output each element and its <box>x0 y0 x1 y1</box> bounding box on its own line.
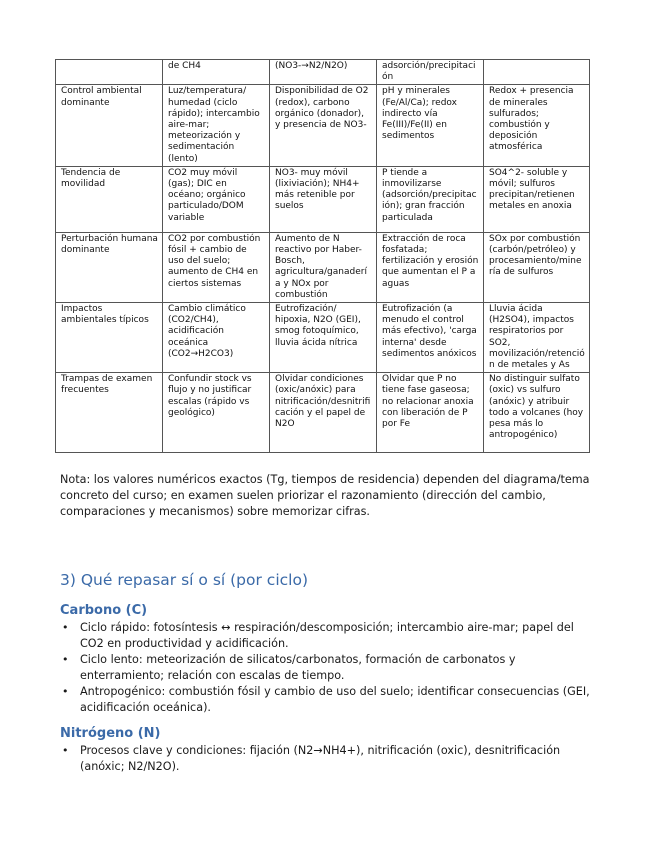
bullet-icon: • <box>62 744 69 757</box>
row-header-cell: Tendencia de movilidad <box>56 166 163 232</box>
table-cell: Cambio climático (CO2/CH4), acidificación oceánica (CO2→H2CO3) <box>163 303 270 373</box>
nitrogen-list <box>60 743 595 775</box>
row-header-cell: Impactos ambientales típicos <box>56 303 163 373</box>
row-header-cell: Control ambiental dominante <box>56 85 163 166</box>
table-cell: pH y minerales (Fe/Al/Ca); redox indirecto vía Fe(III)/Fe(II) en sedimentos <box>377 85 484 166</box>
table-cell: NO3- muy móvil (lixiviación); NH4+ más retenible por suelos <box>270 166 377 232</box>
table-cell: Extracción de roca fosfatada; fertilización y erosión que aumentan el P a aguas <box>377 232 484 302</box>
cycle-comparison-table <box>55 59 590 453</box>
list-item: • Ciclo lento: meteorización de silicatos/carbonatos, formación de carbonatos y enterramiento; relación con escalas de tiempo. <box>62 653 516 682</box>
carbon-list <box>60 620 595 716</box>
table-cell: No distinguir sulfato (oxic) vs sulfuro (anóxic) y atribuir todo a volcanes (hoy pesa más lo antropogénico) <box>484 373 590 453</box>
table-cell: SOx por combustión (carbón/petróleo) y procesamiento/minería de sulfuros <box>484 232 590 302</box>
row-header-cell <box>56 60 163 85</box>
row-header-cell: Trampas de examen frecuentes <box>56 373 163 453</box>
table-cell: SO4^2- soluble y móvil; sulfuros precipitan/retienen metales en anoxia <box>484 166 590 232</box>
table-cell: adsorción/precipitación <box>377 60 484 85</box>
bullet-icon: • <box>62 621 69 634</box>
table-cell: Olvidar condiciones (oxic/anóxic) para nitrificación/desnitrificación y el papel de N2O <box>270 373 377 453</box>
table-row <box>56 303 590 373</box>
table-cell: CO2 por combustión fósil + cambio de uso del suelo; aumento de CH4 en ciertos sistemas <box>163 232 270 302</box>
note-paragraph: Nota: los valores numéricos exactos (Tg, tiempos de residencia) dependen del diagrama/tema concreto del curso; en examen suelen priorizar el razonamiento (dirección del cambio, comparaciones y mecanismos) sobre memorizar cifras. <box>60 473 590 518</box>
table-row <box>56 373 590 453</box>
table-row <box>56 85 590 166</box>
carbon-heading: Carbono (C) <box>60 603 148 618</box>
table-cell: (NO3-→N2/N2O) <box>270 60 377 85</box>
section-title: 3) Qué repasar sí o sí (por ciclo) <box>60 571 308 589</box>
table-cell <box>484 60 590 85</box>
list-item: • Procesos clave y condiciones: fijación (N2→NH4+), nitrificación (oxic), desnitrificación (anóxic; N2/N2O). <box>62 744 561 773</box>
table-cell: de CH4 <box>163 60 270 85</box>
table-cell: Lluvia ácida (H2SO4), impactos respiratorios por SO2, movilización/retención de metales y As <box>484 303 590 373</box>
table-cell: Confundir stock vs flujo y no justificar escalas (rápido vs geológico) <box>163 373 270 453</box>
table-cell: Luz/temperatura/ humedad (ciclo rápido); intercambio aire-mar; meteorización y sedimentación (lento) <box>163 85 270 166</box>
table-row <box>56 60 590 85</box>
table-cell: CO2 muy móvil (gas); DIC en océano; orgánico particulado/DOM variable <box>163 166 270 232</box>
bullet-icon: • <box>62 685 69 698</box>
table-cell: Redox + presencia de minerales sulfurados; combustión y deposición atmosférica <box>484 85 590 166</box>
table-cell: Olvidar que P no tiene fase gaseosa; no relacionar anoxia con liberación de P por Fe <box>377 373 484 453</box>
table-cell: Eutrofización/ hipoxia, N2O (GEI), smog fotoquímico, lluvia ácida nítrica <box>270 303 377 373</box>
list-item: • Ciclo rápido: fotosíntesis ↔ respiración/descomposición; intercambio aire-mar; papel del CO2 en productividad y acidificación. <box>62 621 574 650</box>
nitrogen-heading: Nitrógeno (N) <box>60 726 161 741</box>
table-row <box>56 166 590 232</box>
bullet-icon: • <box>62 653 69 666</box>
list-item: • Antropogénico: combustión fósil y cambio de uso del suelo; identificar consecuencias (GEI, acidificación oceánica). <box>62 685 590 714</box>
table-cell: P tiende a inmovilizarse (adsorción/precipitación); gran fracción particulada <box>377 166 484 232</box>
table-cell: Aumento de N reactivo por Haber-Bosch, agricultura/ganadería y NOx por combustión <box>270 232 377 302</box>
table-row <box>56 232 590 302</box>
table-cell: Eutrofización (a menudo el control más efectivo), 'carga interna' desde sedimentos anóxicos <box>377 303 484 373</box>
row-header-cell: Perturbación humana dominante <box>56 232 163 302</box>
table-cell: Disponibilidad de O2 (redox), carbono orgánico (donador), y presencia de NO3- <box>270 85 377 166</box>
